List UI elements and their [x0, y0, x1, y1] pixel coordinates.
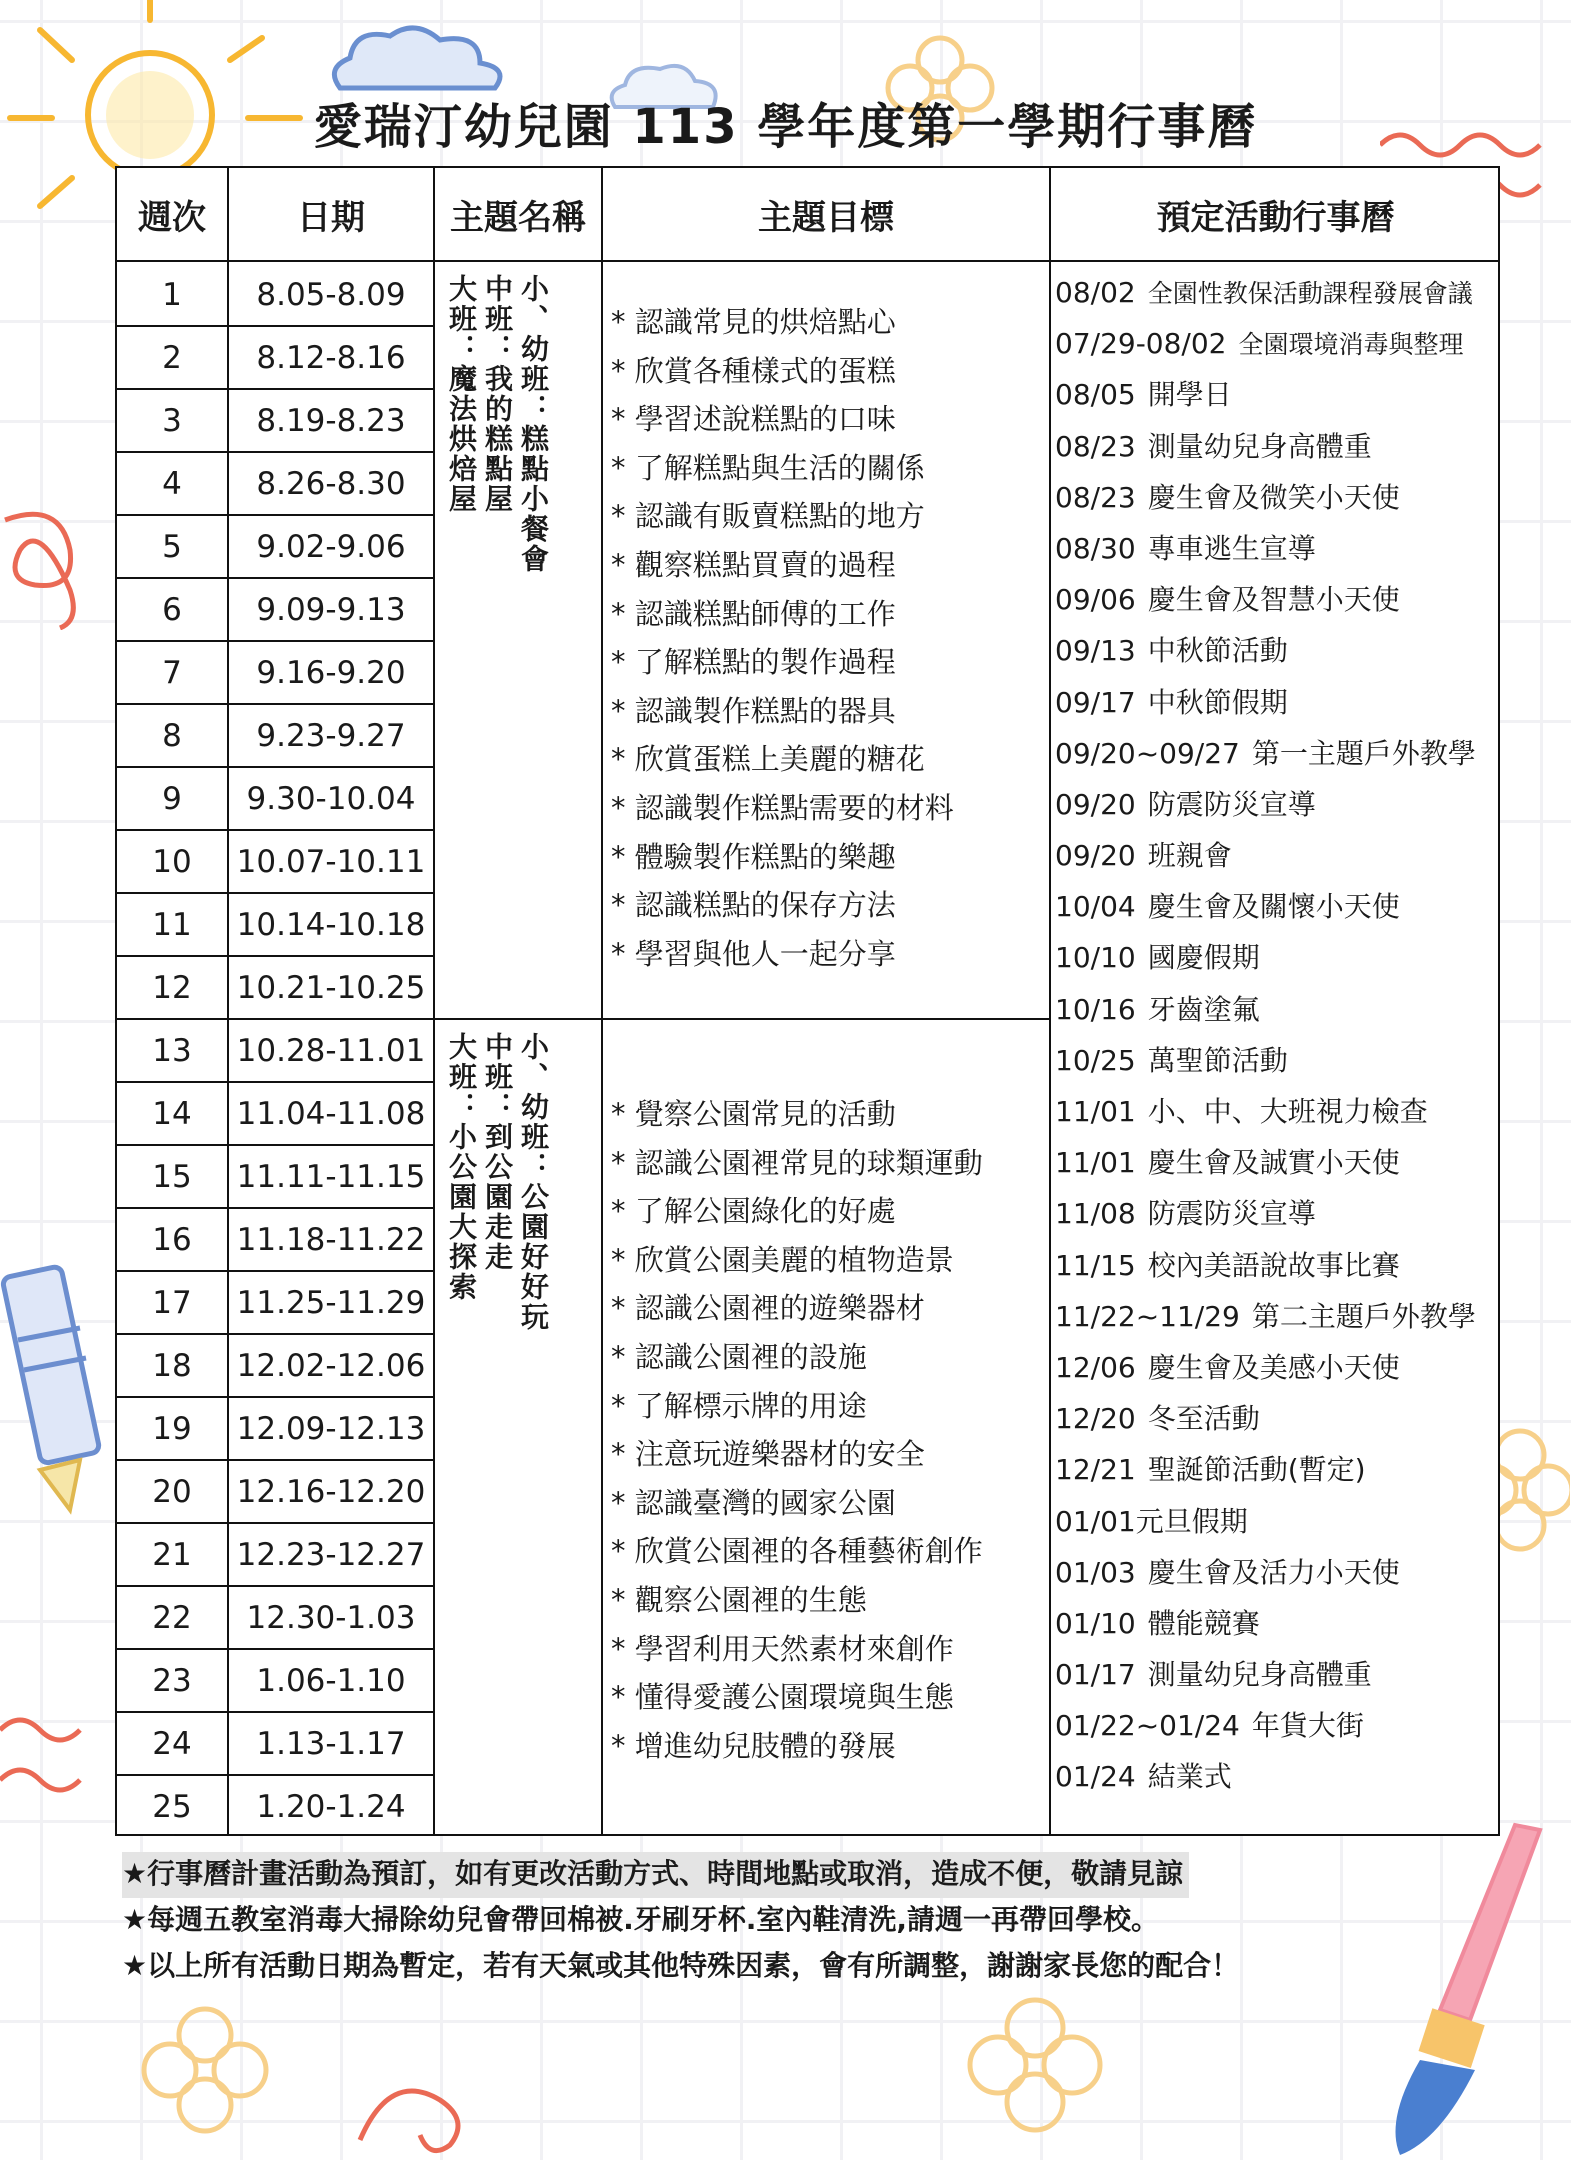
activity-text: 慶生會及關懷小天使 — [1147, 890, 1400, 924]
goal-item: * 增進幼兒肢體的發展 — [611, 1722, 1051, 1771]
activity-text: 體能競賽 — [1147, 1606, 1260, 1640]
goal-item: * 欣賞蛋糕上美麗的糖花 — [611, 735, 1051, 784]
week-number: 2 — [162, 339, 182, 376]
activity-item — [1051, 1703, 1499, 1754]
activity-item — [1051, 628, 1499, 679]
activity-date: 08/02 — [1055, 276, 1136, 309]
week-number: 16 — [152, 1221, 192, 1258]
activity-text: 慶生會及智慧小天使 — [1147, 583, 1400, 617]
week-number: 22 — [152, 1599, 192, 1636]
goal-item: * 學習利用天然素材來創作 — [611, 1625, 1051, 1674]
week-date: 9.16-9.20 — [256, 654, 406, 691]
activity-item — [1051, 1652, 1499, 1703]
flower-decoration — [130, 2000, 280, 2140]
goal-item: * 認識糕點師傅的工作 — [611, 590, 1051, 639]
goal-item: * 注意玩遊樂器材的安全 — [611, 1430, 1051, 1479]
activity-text: 結業式 — [1147, 1760, 1232, 1794]
header-activities: 預定活動行事曆 — [1156, 197, 1395, 238]
activity-text: 防震防災宣導 — [1147, 1197, 1316, 1231]
header-divider — [117, 260, 1500, 262]
goal-item: * 了解標示牌的用途 — [611, 1382, 1051, 1431]
activity-item — [1051, 372, 1499, 423]
activity-text: 年貨大街 — [1251, 1709, 1364, 1743]
goal-item: * 了解糕點與生活的關係 — [611, 444, 1051, 493]
week-date: 8.26-8.30 — [256, 465, 406, 502]
activity-date: 08/30 — [1055, 531, 1136, 565]
activity-text: 中秋節假期 — [1147, 685, 1288, 719]
week-number: 18 — [152, 1347, 192, 1384]
goal-item: * 覺察公園常見的活動 — [611, 1090, 1051, 1139]
activity-text: 班親會 — [1147, 839, 1232, 873]
activity-item — [1051, 884, 1499, 935]
activity-text: 小、中、大班視力檢查 — [1147, 1095, 1428, 1128]
activity-text: 慶生會及誠實小天使 — [1147, 1146, 1400, 1180]
column-divider — [601, 168, 603, 1834]
goal-item: * 認識糕點的保存方法 — [611, 881, 1051, 930]
goal-item: * 欣賞各種樣式的蛋糕 — [611, 347, 1051, 396]
week-number: 10 — [152, 843, 192, 880]
activity-text: 開學日 — [1147, 378, 1232, 412]
header-theme-goal: 主題目標 — [758, 197, 894, 238]
swirl-decoration — [0, 490, 110, 630]
activity-item — [1051, 680, 1499, 731]
activity-text: 冬至活動 — [1147, 1402, 1260, 1436]
swirl-decoration — [350, 2060, 510, 2160]
activity-date: 01/17 — [1055, 1658, 1136, 1692]
week-date: 12.16-12.20 — [236, 1473, 426, 1510]
activity-date: 08/05 — [1055, 378, 1136, 412]
theme-name-line: 大班：小公園大探索 — [445, 1032, 478, 1302]
activity-item — [1051, 1345, 1499, 1396]
week-date: 11.18-11.22 — [236, 1221, 426, 1258]
activity-date: 01/10 — [1055, 1606, 1136, 1640]
flower-decoration — [960, 1990, 1110, 2140]
week-date: 11.25-11.29 — [236, 1284, 426, 1321]
footer-notes — [122, 1852, 1442, 1990]
activity-text: 校內美語說故事比賽 — [1147, 1248, 1400, 1282]
week-date: 8.19-8.23 — [256, 402, 406, 439]
goal-item: * 體驗製作糕點的樂趣 — [611, 833, 1051, 882]
header-week: 週次 — [138, 197, 206, 238]
goal-item: * 認識製作糕點需要的材料 — [611, 784, 1051, 833]
week-date: 9.23-9.27 — [256, 717, 406, 754]
column-divider — [433, 168, 435, 1834]
week-date: 12.02-12.06 — [236, 1347, 426, 1384]
activity-text: 元旦假期 — [1135, 1504, 1248, 1538]
activity-item — [1051, 270, 1499, 321]
activity-text: 防震防災宣導 — [1147, 787, 1316, 821]
activity-item — [1051, 1601, 1499, 1652]
activity-text: 全園性教保活動課程發展會議 — [1147, 279, 1473, 308]
activity-date: 10/04 — [1055, 890, 1136, 924]
activity-text: 萬聖節活動 — [1147, 1043, 1288, 1077]
goal-item: * 認識臺灣的國家公園 — [611, 1479, 1051, 1528]
header-date: 日期 — [297, 197, 365, 238]
theme-name-line: 小、幼班：公園好好玩 — [517, 1032, 550, 1332]
goal-item: * 學習與他人一起分享 — [611, 930, 1051, 979]
goal-item: * 認識常見的烘焙點心 — [611, 298, 1051, 347]
activity-text: 全園環境消毒與整理 — [1238, 330, 1464, 360]
goal-item: * 觀察糕點買賣的過程 — [611, 541, 1051, 590]
week-date: 11.04-11.08 — [236, 1095, 426, 1132]
activity-date: 12/20 — [1055, 1402, 1136, 1436]
activity-text: 國慶假期 — [1147, 941, 1260, 975]
activity-date: 09/06 — [1055, 583, 1136, 617]
goal-item: * 了解公園綠化的好處 — [611, 1187, 1051, 1236]
theme-name-line: 中班：我的糕點屋 — [481, 274, 514, 514]
activity-item — [1051, 1191, 1499, 1242]
week-date: 12.23-12.27 — [236, 1536, 426, 1573]
activity-date: 09/17 — [1055, 685, 1136, 719]
activity-item — [1051, 321, 1499, 372]
week-date: 12.30-1.03 — [246, 1599, 416, 1636]
week-number: 14 — [152, 1095, 192, 1132]
activity-item — [1051, 731, 1499, 782]
activity-item — [1051, 1550, 1499, 1601]
activity-date: 07/29-08/02 — [1055, 327, 1227, 361]
activity-date: 10/16 — [1055, 992, 1136, 1026]
activity-text: 慶生會及微笑小天使 — [1147, 480, 1400, 514]
activity-item — [1051, 1447, 1499, 1498]
activity-date: 11/22~11/29 — [1055, 1299, 1240, 1333]
activity-date: 10/25 — [1055, 1043, 1136, 1077]
activity-date: 10/10 — [1055, 941, 1136, 975]
activity-date: 08/23 — [1055, 480, 1136, 514]
week-number: 15 — [152, 1158, 192, 1195]
theme-name-block — [445, 274, 550, 574]
week-date: 1.13-1.17 — [256, 1725, 406, 1762]
calendar-table — [115, 166, 1500, 1836]
activity-item — [1051, 1089, 1499, 1140]
week-number: 5 — [162, 528, 182, 565]
activity-item — [1051, 1038, 1499, 1089]
week-date: 10.07-10.11 — [236, 843, 426, 880]
activity-item — [1051, 782, 1499, 833]
goal-item: * 認識有販賣糕點的地方 — [611, 492, 1051, 541]
cloud-decoration — [320, 18, 520, 98]
activity-date: 11/08 — [1055, 1197, 1136, 1231]
week-number: 3 — [162, 402, 182, 439]
activity-item — [1051, 833, 1499, 884]
goal-item: * 欣賞公園裡的各種藝術創作 — [611, 1527, 1051, 1576]
activity-date: 08/23 — [1055, 429, 1136, 463]
week-date: 9.09-9.13 — [256, 591, 406, 628]
activity-text: 專車逃生宣導 — [1147, 531, 1316, 565]
activity-item — [1051, 987, 1499, 1038]
week-number: 12 — [152, 969, 192, 1006]
week-date: 9.30-10.04 — [246, 780, 416, 817]
goal-item: * 認識公園裡的遊樂器材 — [611, 1284, 1051, 1333]
goal-item: * 認識公園裡的設施 — [611, 1333, 1051, 1382]
week-number: 6 — [162, 591, 182, 628]
activity-date: 01/03 — [1055, 1555, 1136, 1589]
week-date: 10.21-10.25 — [236, 969, 426, 1006]
week-date: 1.06-1.10 — [256, 1662, 406, 1699]
activity-list — [1051, 270, 1499, 1806]
page-title: 愛瑞汀幼兒園 113 學年度第一學期行事曆 — [313, 99, 1258, 155]
activity-text: 測量幼兒身高體重 — [1147, 1658, 1372, 1692]
goal-item: * 觀察公園裡的生態 — [611, 1576, 1051, 1625]
activity-date: 12/06 — [1055, 1350, 1136, 1384]
activity-item — [1051, 577, 1499, 628]
week-number: 7 — [162, 654, 182, 691]
theme-goal-list — [611, 1090, 1051, 1770]
activity-date: 01/22~01/24 — [1055, 1709, 1240, 1743]
week-number: 8 — [162, 717, 182, 754]
week-date: 8.12-8.16 — [256, 339, 406, 376]
activity-item — [1051, 1396, 1499, 1447]
activity-date: 01/24 — [1055, 1760, 1136, 1794]
week-date: 8.05-8.09 — [256, 276, 406, 313]
header-theme-name: 主題名稱 — [450, 197, 586, 238]
goal-item: * 欣賞公園美麗的植物造景 — [611, 1236, 1051, 1285]
activity-item — [1051, 1243, 1499, 1294]
week-number: 11 — [152, 906, 192, 943]
theme-name-block — [445, 1032, 550, 1332]
week-number: 13 — [152, 1032, 192, 1069]
week-number: 4 — [162, 465, 182, 502]
goal-item: * 了解糕點的製作過程 — [611, 638, 1051, 687]
activity-text: 第一主題戶外教學 — [1251, 736, 1476, 770]
activity-item — [1051, 424, 1499, 475]
week-date: 12.09-12.13 — [236, 1410, 426, 1447]
week-date: 1.20-1.24 — [256, 1788, 406, 1825]
goal-item: * 懂得愛護公園環境與生態 — [611, 1673, 1051, 1722]
week-date: 10.14-10.18 — [236, 906, 426, 943]
activity-item — [1051, 475, 1499, 526]
goal-item: * 認識公園裡常見的球類運動 — [611, 1139, 1051, 1188]
goal-item: * 認識製作糕點的器具 — [611, 687, 1051, 736]
week-number: 19 — [152, 1410, 192, 1447]
activity-item — [1051, 1499, 1499, 1550]
theme-name-line: 大班：魔法烘焙屋 — [445, 274, 478, 514]
week-number: 9 — [162, 780, 182, 817]
week-number: 25 — [152, 1788, 192, 1825]
activity-text: 中秋節活動 — [1147, 634, 1288, 668]
wave-decoration — [0, 1700, 110, 1820]
activity-item — [1051, 1294, 1499, 1345]
goal-item: * 學習述說糕點的口味 — [611, 395, 1051, 444]
note-line: ★以上所有活動日期為暫定，若有天氣或其他特殊因素，會有所調整，謝謝家長您的配合！ — [122, 1949, 1240, 1982]
activity-item — [1051, 1140, 1499, 1191]
activity-date: 11/15 — [1055, 1248, 1136, 1282]
activity-text: 測量幼兒身高體重 — [1147, 429, 1372, 463]
activity-date: 09/20~09/27 — [1055, 736, 1240, 770]
activity-text: 聖誕節活動(暫定) — [1147, 1453, 1366, 1487]
activity-date: 12/21 — [1055, 1453, 1136, 1487]
activity-text: 第二主題戶外教學 — [1251, 1299, 1476, 1333]
week-number: 17 — [152, 1284, 192, 1321]
activity-date: 01/01 — [1055, 1504, 1136, 1538]
activity-date: 09/20 — [1055, 839, 1136, 873]
crayon-decoration — [0, 1260, 110, 1520]
activity-date: 11/01 — [1055, 1146, 1136, 1180]
week-date: 11.11-11.15 — [236, 1158, 426, 1195]
theme-goal-list — [611, 298, 1051, 978]
activity-date: 11/01 — [1055, 1095, 1136, 1128]
activity-text: 慶生會及活力小天使 — [1147, 1555, 1400, 1589]
activity-item — [1051, 1754, 1499, 1805]
week-number: 24 — [152, 1725, 192, 1762]
week-number: 1 — [162, 276, 182, 313]
theme-name-line: 小、幼班：糕點小餐會 — [517, 274, 550, 574]
activity-date: 09/20 — [1055, 787, 1136, 821]
activity-item — [1051, 935, 1499, 986]
week-number: 20 — [152, 1473, 192, 1510]
week-number: 21 — [152, 1536, 192, 1573]
week-date: 10.28-11.01 — [236, 1032, 426, 1069]
week-number: 23 — [152, 1662, 192, 1699]
week-date: 9.02-9.06 — [256, 528, 406, 565]
theme-name-line: 中班：到公園走走 — [481, 1032, 514, 1272]
activity-item — [1051, 526, 1499, 577]
note-line: ★行事曆計畫活動為預訂，如有更改活動方式、時間地點或取消，造成不便，敬請見諒 — [122, 1852, 1189, 1898]
activity-date: 09/13 — [1055, 634, 1136, 668]
activity-text: 牙齒塗氟 — [1147, 992, 1260, 1026]
note-line: ★每週五教室消毒大掃除幼兒會帶回棉被.牙刷牙杯.室內鞋清洗,請週一再帶回學校。 — [122, 1903, 1160, 1936]
activity-text: 慶生會及美感小天使 — [1147, 1350, 1400, 1384]
